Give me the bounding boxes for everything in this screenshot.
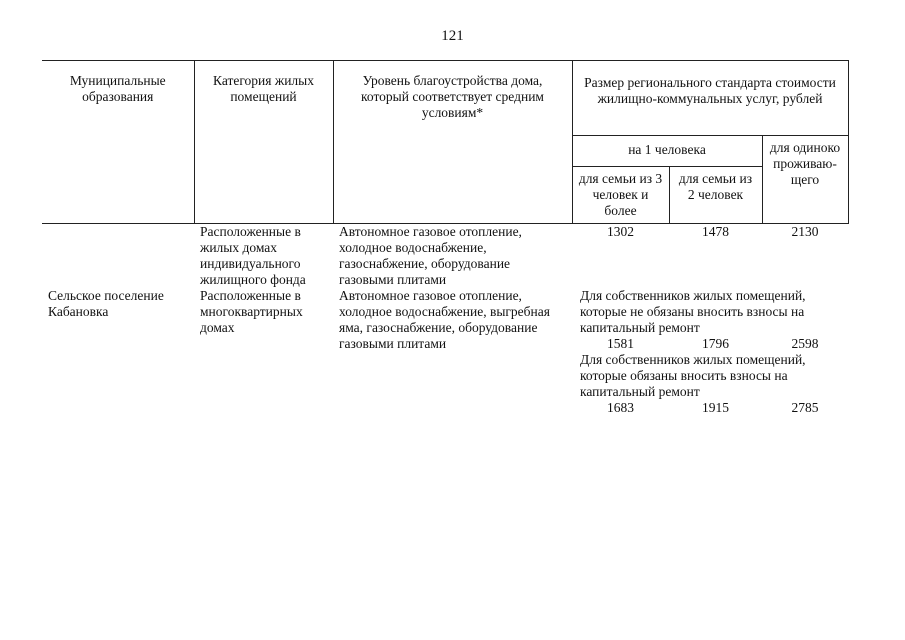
row-municipality: Сельское поселение Кабановка <box>48 288 164 319</box>
header-category: Категория жилых помещений <box>194 61 333 224</box>
table-row <box>42 224 848 289</box>
row-amenities: Автономное газовое отопление, холодное водоснабжение, газоснабжение, оборудование газовыми плитами <box>339 224 522 287</box>
row-family-2-value: 1478 <box>702 224 729 239</box>
row-family-3-value: 1581 <box>607 336 634 351</box>
header-family-3: для семьи из 3 человек и более <box>572 167 669 224</box>
row-category: Расположенные в многоквартирных домах <box>200 288 303 335</box>
note-capital-repair: Для собственников жилых помещений, которые обязаны вносить взносы на капитальный ремонт <box>580 352 806 399</box>
row-family-2-value: 1796 <box>702 336 729 351</box>
row-family-2-value: 1915 <box>702 400 729 415</box>
header-standard-cost: Размер регионального стандарта стоимости жилищно-коммунальных услуг, рублей <box>572 61 848 136</box>
housing-standard-table <box>42 60 849 416</box>
row-family-3-value: 1302 <box>607 224 634 239</box>
page-number: 121 <box>441 28 464 44</box>
header-per-person: на 1 человека <box>572 136 762 167</box>
row-category: Расположенные в жилых домах индивидуального жилищного фонда <box>200 224 306 287</box>
row-single-value: 2785 <box>791 400 819 415</box>
row-family-3-value: 1683 <box>607 400 634 415</box>
row-single-value: 2130 <box>791 224 819 239</box>
row-amenities: Автономное газовое отопление, холодное водоснабжение, выгребная яма, газоснабжение, оборудование газовыми плитами <box>339 288 550 351</box>
table-row <box>42 288 848 336</box>
header-municipality: Муниципальные образования <box>42 61 194 224</box>
note-no-capital-repair: Для собственников жилых помещений, которые не обязаны вносить взносы на капитальный ремонт <box>580 288 806 335</box>
header-single: для одиноко проживаю-щего <box>762 136 848 224</box>
row-single-value: 2598 <box>791 336 819 351</box>
header-amenities: Уровень благоустройства дома, который соответствует средним условиям* <box>333 61 572 224</box>
row-municipality <box>42 224 194 289</box>
table-header <box>42 61 848 224</box>
header-family-2: для семьи из 2 человек <box>669 167 762 224</box>
